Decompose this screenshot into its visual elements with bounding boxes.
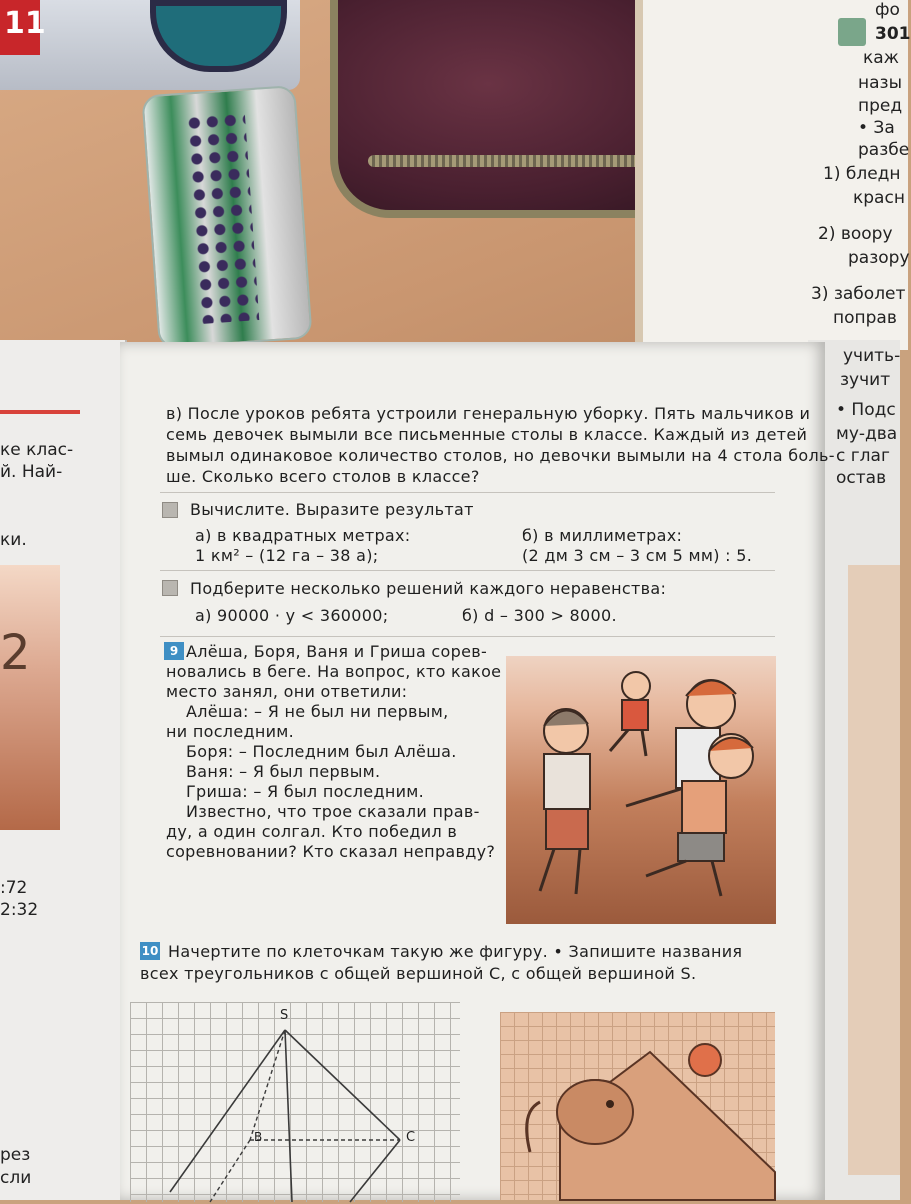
task-compute-b-expr: (2 дм 3 см – 3 см 5 мм) : 5. (522, 546, 753, 565)
right-edge-line: с глаг (836, 446, 890, 466)
grid-triangle-figure (130, 1002, 460, 1202)
task-number-box (162, 580, 178, 596)
tape-box-label: 11 (0, 0, 40, 55)
task-v-line: в) После уроков ребята устроили генеральную уборку. Пять мальчиков и (166, 404, 811, 423)
task-9-line: соревновании? Кто сказал неправду? (166, 842, 496, 861)
task-compute-a-expr: 1 км² – (12 га – 38 а); (195, 546, 379, 565)
task-9-line: Алёша: – Я не был ни первым, (186, 702, 449, 721)
running-boys-drawing (506, 656, 776, 924)
side-book-line: красн (853, 188, 905, 208)
right-edge-line: учить- (843, 346, 901, 366)
left-page-line: :72 (0, 878, 28, 898)
side-book-line: назы (858, 73, 902, 93)
vertex-s-label: S (280, 1008, 289, 1023)
side-book-line: 2) воору (818, 224, 893, 244)
side-book-line: поправ (833, 308, 897, 328)
task-compute-b-label: б) в миллиметрах: (522, 526, 683, 545)
side-book-line: разору (848, 248, 910, 268)
right-edge-line: • Подс (836, 400, 896, 420)
task-compute-a-label: а) в квадратных метрах: (195, 526, 411, 545)
task-v-line: ше. Сколько всего столов в классе? (166, 467, 480, 486)
red-divider (0, 410, 80, 414)
task-9-line: место занял, они ответили: (166, 682, 408, 701)
left-page-line: сли (0, 1168, 32, 1188)
side-book-line: разбе (858, 140, 910, 160)
side-book-page (635, 0, 911, 350)
task-9-line: Ваня: – Я был первым. (186, 762, 381, 781)
right-edge-sheet (848, 565, 900, 1175)
side-book-line: 1) бледн (823, 164, 901, 184)
task-9-line: Алёша, Боря, Ваня и Гриша сорев- (186, 642, 488, 661)
pen-icon (838, 18, 866, 46)
divider (160, 570, 775, 571)
task-v-line: вымыл одинаковое количество столов, но девочки вымыли на 4 стола боль- (166, 446, 835, 465)
task-10-badge: 10 (141, 944, 159, 958)
camel-drawing (500, 1012, 775, 1200)
left-page-line: й. Най- (0, 462, 63, 482)
left-page-line: 2:32 (0, 900, 39, 920)
right-edge-line: му-два (836, 424, 898, 444)
divider (160, 636, 775, 637)
candy-wrapper (141, 85, 312, 349)
side-book-line: 3) заболет (811, 284, 906, 304)
running-boys-illustration (506, 656, 776, 924)
side-book-line: фо (875, 0, 900, 20)
right-edge-line: зучит (840, 370, 891, 390)
vertex-c-label: C (406, 1130, 416, 1145)
pencil-case-zipper (368, 155, 668, 167)
right-edge-line: остав (836, 468, 887, 488)
task-inequality-b: б) d – 300 > 8000. (462, 606, 617, 625)
side-book-line: • За (858, 118, 895, 138)
triangle-drawing (130, 1002, 460, 1202)
side-book-line: пред (858, 96, 903, 116)
task-9-badge: 9 (164, 642, 184, 660)
grapes-pattern (185, 111, 260, 325)
divider (160, 492, 775, 493)
task-number-box (162, 502, 178, 518)
task-9-line: Известно, что трое сказали прав- (186, 802, 480, 821)
left-page-line: ке клас- (0, 440, 74, 460)
task-inequality-a: а) 90000 · y < 360000; (195, 606, 389, 625)
task-v-line: семь девочек вымыли все письменные столы в классе. Каждый из детей (166, 425, 808, 444)
task-9-line: Гриша: – Я был последним. (186, 782, 425, 801)
task-compute-title: Вычислите. Выразите результат (190, 500, 474, 519)
left-page-line: ки. (0, 530, 27, 550)
side-book-line: каж (863, 48, 900, 68)
task-9-line: ни последним. (166, 722, 295, 741)
left-page-line: рез (0, 1145, 31, 1165)
task-9-line: Боря: – Последним был Алёша. (186, 742, 457, 761)
task-9-line: ду, а один солгал. Кто победил в (166, 822, 458, 841)
task-9-line: новались в беге. На вопрос, кто какое (166, 662, 502, 681)
camel-grid-illustration (500, 1012, 775, 1200)
task-10-line: Начертите по клеточкам такую же фигуру. • Запишите названия (168, 942, 743, 961)
vertex-b-label: B (254, 1130, 263, 1144)
side-book-line: 301 (875, 24, 911, 44)
left-page (0, 340, 127, 1200)
task-10-line: всех треугольников с общей вершиной С, с общей вершиной S. (140, 964, 697, 983)
task-inequality-title: Подберите несколько решений каждого неравенства: (190, 579, 667, 598)
textbook-page (120, 342, 835, 1200)
left-page-illustration: 2 (0, 565, 60, 830)
